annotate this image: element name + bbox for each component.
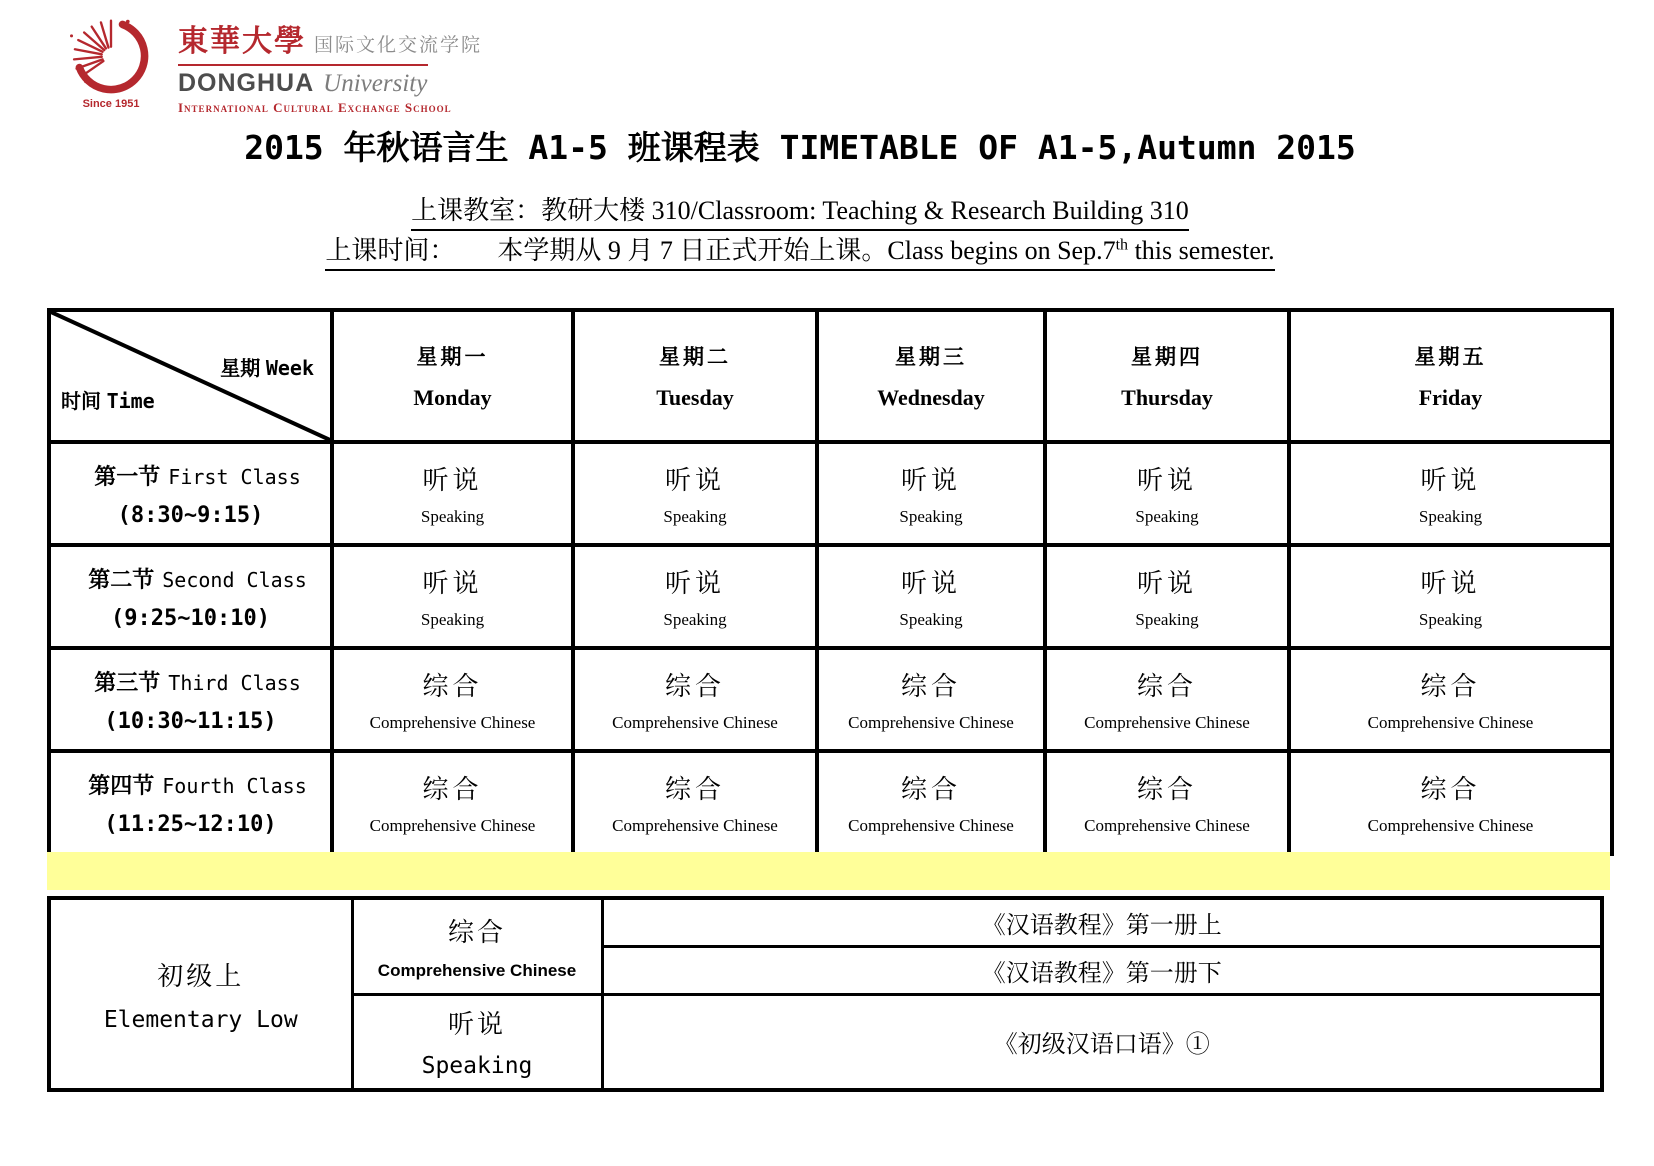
class-en: Comprehensive Chinese: [1367, 713, 1534, 732]
time-line-cn: 本学期从 9 月 7 日正式开始上课。: [497, 236, 888, 265]
course-type-cn: 综合: [447, 917, 506, 947]
logo-cn-university: 東華大學: [178, 25, 306, 58]
class-cn: 听说: [900, 466, 961, 495]
class-cell: [1289, 648, 1612, 751]
class-cn: 听说: [422, 466, 483, 495]
time-line-en: Class begins on Sep.7: [887, 236, 1116, 265]
class-en: Speaking: [1418, 610, 1483, 629]
course-type-cn: 听说: [447, 1010, 506, 1040]
class-cn: 综合: [664, 775, 725, 804]
class-cell: [332, 442, 573, 545]
corner-time-label: [61, 385, 155, 414]
class-cn: 听说: [664, 466, 725, 495]
day-en: Friday: [1418, 385, 1483, 410]
corner-time-en: Time: [106, 389, 155, 413]
class-en: Speaking: [1135, 610, 1199, 629]
period-cell-first: [49, 442, 332, 545]
class-cn: 听说: [1136, 466, 1197, 495]
logo-en-school: International Cultural Exchange School: [178, 100, 452, 115]
title-row: [0, 122, 1600, 169]
logo-en-university-suffix: University: [323, 70, 428, 97]
class-cell: [332, 545, 573, 648]
logo-divider: [178, 64, 428, 66]
class-cn: 综合: [1420, 672, 1481, 701]
class-en: Speaking: [1418, 507, 1483, 526]
class-en: Comprehensive Chinese: [1084, 816, 1250, 835]
class-cell: [573, 648, 817, 751]
class-cn: 综合: [900, 775, 961, 804]
day-en: Wednesday: [877, 385, 985, 410]
class-cn: 综合: [900, 672, 961, 701]
period-time: (9:25~10:10): [111, 605, 270, 631]
class-cell: [817, 648, 1045, 751]
logo-since-label: Since 1951: [82, 98, 140, 110]
period-time: (11:25~12:10): [104, 811, 277, 837]
class-en: Comprehensive Chinese: [612, 713, 778, 732]
day-cn: 星期三: [895, 346, 967, 369]
class-cn: 听说: [1420, 569, 1481, 598]
textbook-cell-2: 《汉语教程》第一册下: [602, 946, 1602, 994]
class-cn: 综合: [1420, 775, 1481, 804]
class-cn: 综合: [1136, 672, 1197, 701]
class-cell: [573, 442, 817, 545]
period-en: Fourth Class: [162, 773, 307, 798]
corner-time-cn: 时间: [61, 391, 101, 413]
class-en: Speaking: [899, 507, 963, 526]
period-en: Second Class: [162, 567, 307, 592]
timetable: [47, 308, 1614, 856]
period-cn: 第一节: [94, 463, 161, 489]
period-cn: 第三节: [94, 669, 161, 695]
time-line-label: 上课时间：: [325, 236, 456, 265]
textbook-cell-3: 《初级汉语口语》①: [602, 994, 1602, 1090]
logo-text: [178, 16, 483, 116]
class-cell: [817, 442, 1045, 545]
time-line-en-tail: this semester.: [1128, 236, 1275, 265]
day-cn: 星期二: [659, 346, 731, 369]
class-en: Comprehensive Chinese: [848, 816, 1014, 835]
class-cell: [1045, 545, 1289, 648]
corner-week-en: Week: [265, 356, 314, 380]
day-header-thursday: [1045, 310, 1289, 442]
level-en: Elementary Low: [103, 1006, 298, 1033]
class-cell: [573, 545, 817, 648]
level-cell: [49, 898, 352, 1090]
class-cell: [1045, 751, 1289, 854]
logo-line-en: [178, 69, 478, 98]
period-row-third: [49, 648, 1612, 751]
period-row-second: [49, 545, 1612, 648]
corner-cell: [49, 310, 332, 442]
class-en: Speaking: [420, 507, 485, 526]
day-header-tuesday: [573, 310, 817, 442]
logo: [60, 12, 490, 122]
class-en: Speaking: [899, 610, 963, 629]
time-row: [0, 230, 1600, 271]
period-row-first: [49, 442, 1612, 545]
period-en: First Class: [168, 464, 301, 489]
timetable-header-row: [49, 310, 1612, 442]
class-cn: 听说: [900, 569, 961, 598]
class-cell: [1289, 442, 1612, 545]
day-cn: 星期四: [1131, 346, 1203, 369]
class-en: Comprehensive Chinese: [369, 816, 536, 835]
period-en: Third Class: [168, 670, 301, 695]
class-cn: 听说: [664, 569, 725, 598]
day-cn: 星期五: [1414, 346, 1487, 369]
day-cn: 星期一: [416, 346, 489, 369]
class-en: Comprehensive Chinese: [1367, 816, 1534, 835]
period-cell-fourth: [49, 751, 332, 854]
class-cn: 听说: [422, 569, 483, 598]
classroom-row: [0, 190, 1600, 231]
day-header-friday: [1289, 310, 1612, 442]
course-type-en: Comprehensive Chinese: [377, 960, 577, 980]
corner-week-cn: 星期: [220, 358, 261, 380]
class-cell: [1045, 648, 1289, 751]
class-en: Comprehensive Chinese: [612, 816, 778, 835]
course-type-speaking-cell: [352, 994, 602, 1090]
period-cn: 第二节: [88, 566, 155, 592]
class-cell: [1289, 545, 1612, 648]
page-title: 2015 年秋语言生 A1-5 班课程表 TIMETABLE OF A1-5,Autumn 2015: [244, 128, 1356, 167]
time-line: [325, 230, 1274, 271]
donghua-emblem-icon: [64, 14, 158, 98]
day-en: Thursday: [1121, 385, 1213, 410]
corner-week-label: [220, 352, 314, 381]
class-cn: 综合: [422, 775, 483, 804]
textbook-cell-1: 《汉语教程》第一册上: [602, 898, 1602, 946]
day-header-monday: [332, 310, 573, 442]
period-time: (10:30~11:15): [104, 708, 277, 734]
class-en: Speaking: [420, 610, 485, 629]
period-time: (8:30~9:15): [117, 502, 264, 528]
level-cn: 初级上: [157, 961, 245, 991]
logo-line-cn: [178, 16, 483, 60]
class-en: Comprehensive Chinese: [1084, 713, 1250, 732]
time-line-superscript: th: [1115, 236, 1129, 254]
class-cell: [1289, 751, 1612, 854]
class-en: Comprehensive Chinese: [848, 713, 1014, 732]
class-en: Speaking: [663, 610, 727, 629]
logo-en-university: DONGHUA: [178, 69, 315, 97]
period-cell-second: [49, 545, 332, 648]
class-cn: 综合: [422, 672, 483, 701]
class-en: Comprehensive Chinese: [369, 713, 536, 732]
day-header-wednesday: [817, 310, 1045, 442]
period-row-fourth: [49, 751, 1612, 854]
course-info-table: [47, 896, 1604, 1092]
highlight-bar: [47, 852, 1610, 890]
logo-cn-school: 国际文化交流学院: [314, 35, 483, 56]
day-en: Monday: [413, 385, 492, 410]
period-cn: 第四节: [88, 772, 155, 798]
class-cn: 听说: [1136, 569, 1197, 598]
class-en: Speaking: [663, 507, 727, 526]
course-row-book1: [49, 898, 1602, 946]
course-type-comprehensive-cell: [352, 898, 602, 994]
class-cell: [573, 751, 817, 854]
period-cell-third: [49, 648, 332, 751]
class-cell: [332, 751, 573, 854]
day-en: Tuesday: [656, 385, 734, 410]
class-cell: [817, 545, 1045, 648]
class-cell: [817, 751, 1045, 854]
class-cell: [332, 648, 573, 751]
classroom-line: 上课教室：教研大楼 310/Classroom: Teaching & Research Building 310: [411, 190, 1189, 231]
class-cn: 综合: [1136, 775, 1197, 804]
class-cn: 综合: [664, 672, 725, 701]
course-type-en: Speaking: [421, 1053, 533, 1080]
class-en: Speaking: [1135, 507, 1199, 526]
class-cn: 听说: [1420, 466, 1481, 495]
class-cell: [1045, 442, 1289, 545]
